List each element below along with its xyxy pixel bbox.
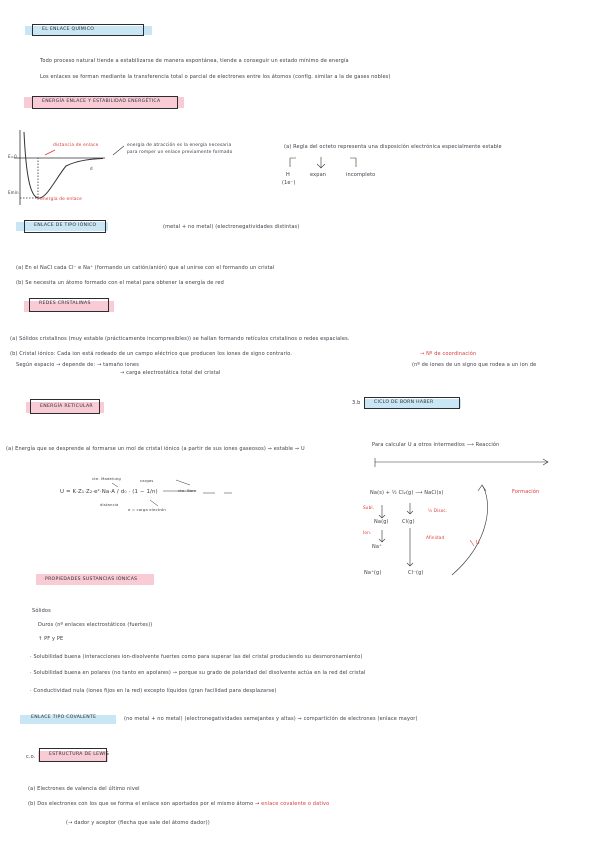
subl-arrow [379, 505, 385, 518]
na-plus-gas: Na⁺(g) [364, 570, 382, 576]
octet-ex-incompleto: incompleto [346, 172, 376, 178]
note-arrow [113, 146, 124, 155]
u-red-mark [470, 540, 474, 546]
lewis-line-2 [28, 801, 329, 807]
afinidad-label: Afinidad [426, 535, 445, 540]
reticular-formula: U = K·Z₁·Z₂·e²·Na·A / d₀ · (1 − 1/n) [60, 489, 158, 495]
octet-branch-1 [290, 158, 296, 167]
coordination-number: → Nº de coordinación [420, 351, 477, 357]
section-title-propiedades: PROPIEDADES SUSTANCIAS IÓNICAS [45, 577, 138, 582]
section-title-energia-reticular: ENERGÍA RETICULAR [30, 399, 100, 414]
octet-branch-2 [317, 157, 325, 168]
axis-zero: E=0 [8, 154, 17, 159]
crystal-line-2: (b) Cristal iónico: Cada ion está rodeado de un campo eléctrico que producen los iones de signo contrario. [10, 351, 293, 357]
lewis-line-2-text: (b) Dos electrones con los que se forma el enlace son aportados por el mismo átomo → [28, 801, 262, 807]
covalent-description: (no metal + no metal) (electronegatividades semejantes y altas) ⇒ compartición de electrones (enlace mayor) [124, 716, 418, 722]
distance-label: distancia de enlace [53, 143, 99, 148]
ion-label: Ion. [363, 530, 372, 535]
crystal-line-1: (a) Sólidos cristalinos (muy estable (prácticamente incompresibles)) se hallan formando retículos cristalinos o redes espaciales. [10, 336, 350, 342]
na-plus: Na⁺ [372, 544, 382, 550]
coordination-side-note: (nº de iones de un signo que rodea a un ion de [412, 362, 537, 368]
formula-label-e: e = carga electrón [128, 507, 166, 512]
props-solubility: · Solubilidad buena (interacciones ion-disolvente fuertes como para superar las del cristal produciendo su desmoronamiento) [30, 654, 363, 660]
formula-label-distance: distancia [100, 502, 119, 507]
axis-emin: Emín [8, 190, 19, 195]
reticular-line-1: (a) Energía que se desprende al formarse un mol de cristal iónico (a partir de sus iones gaseosos) ⇒ estable ⇒ U [6, 446, 305, 452]
intro-line-1: Todo proceso natural tiende a estabilizarse de manera espontánea, tiende a conseguir un estado mínimo de energía [40, 58, 349, 64]
formula-label-madelung: cte. Madelung [92, 476, 121, 481]
ionic-line-2: (b) Se necesita un átomo formado con el metal para obtener la energía de red [16, 280, 224, 286]
distance-pointer [45, 150, 55, 155]
formation-label: Formación [512, 489, 540, 495]
ionic-line-1: (a) En el NaCl cada Cl⁻ e Na⁺ (formando un catión/anión) que al unirse con el formando un cristal [16, 265, 275, 271]
lewis-line-1: (a) Electrones de valencia del último nivel [28, 786, 140, 792]
cl-gas: Cl(g) [402, 519, 415, 525]
dative-bond-label: enlace covalente o dativo [261, 801, 330, 807]
section-title-born-haber: CICLO DE BORN HABER [364, 397, 460, 409]
formula-label-born: cte. Born [178, 488, 197, 493]
axis-d: d [90, 166, 93, 171]
lewis-number: c.o. [26, 754, 36, 760]
ion-arrow [379, 530, 385, 542]
section-title-enlace-ionico: ENLACE DE TIPO IÓNICO [24, 220, 106, 233]
energy-label: energía de enlace [40, 197, 82, 202]
props-solids: Sólidos [32, 608, 51, 614]
energy-note-1: energía de atracción es la energía necesaria [127, 143, 232, 148]
born-haber-number: 3.b [352, 400, 361, 406]
born-haber-title: Para calcular U a otros intermedios ⟶ Reacción [372, 442, 500, 448]
ionic-description: (metal + no metal) (electronegatividades distintas) [163, 224, 300, 230]
crystal-line-3b: → carga electrostática total del cristal [120, 370, 221, 376]
section-title-energia-enlace: ENERGÍA ENLACE Y ESTABILIDAD ENERGÉTICA [32, 96, 178, 109]
octet-rule: (a) Regla del octeto representa una disposición electrónica especialmente estable [284, 144, 502, 150]
props-pf-pe: ↑ PF y PE [38, 636, 64, 642]
section-title-enlace-covalente: ENLACE TIPO COVALENTE [31, 715, 97, 720]
crystal-line-3: Según espacio → depende de: → tamaño iones [16, 362, 140, 368]
octet-ex-expan: expan [310, 172, 327, 178]
octet-branch-3 [350, 158, 356, 167]
born-haber-reaction: Na(s) + ½ Cl₂(g) ⟶ NaCl(s) [370, 490, 444, 496]
disoc-label: ½ Disoc. [428, 508, 448, 513]
afinidad-arrow [407, 528, 413, 566]
u-return-arrow [452, 485, 488, 575]
disoc-arrow [407, 503, 413, 514]
energy-note-2: para romper un enlace previamente formado [127, 150, 233, 155]
formula-label-charges: cargas [140, 478, 154, 483]
section-title-estructura-lewis: ESTRUCTURA DE LEWIS [39, 748, 107, 762]
props-conductivity: · Conductividad nula (iones fijos en la red) excepto líquidos (gran facilidad para desplazarse) [30, 688, 277, 694]
lewis-line-3: (→ dador y aceptor (flecha que sale del átomo dador)) [66, 820, 210, 826]
intro-line-2: Los enlaces se forman mediante la transferencia total o parcial de electrones entre los átomos (config. similar a la de gases nobles) [40, 74, 391, 80]
reaction-arrow [375, 459, 548, 465]
cl-minus-gas: Cl⁻(g) [408, 570, 424, 576]
props-polar: · Solubilidad buena en polares (no tanto en apolares) → porque su grado de polaridad del disolvente actúa en la red del cristal [30, 670, 366, 676]
section-title-redes-cristalinas: REDES CRISTALINAS [29, 298, 109, 312]
na-gas: Na(g) [374, 519, 389, 525]
u-label: U [476, 540, 480, 546]
octet-ex-h-electrons: (1e⁻) [282, 180, 296, 186]
subl-label: Subl. [363, 505, 375, 510]
section-title-enlace-quimico: EL ENLACE QUÍMICO [32, 24, 144, 36]
octet-ex-h: H [286, 172, 290, 178]
props-hard: Duros (nº enlaces electrostáticos (fuertes)) [38, 622, 153, 628]
